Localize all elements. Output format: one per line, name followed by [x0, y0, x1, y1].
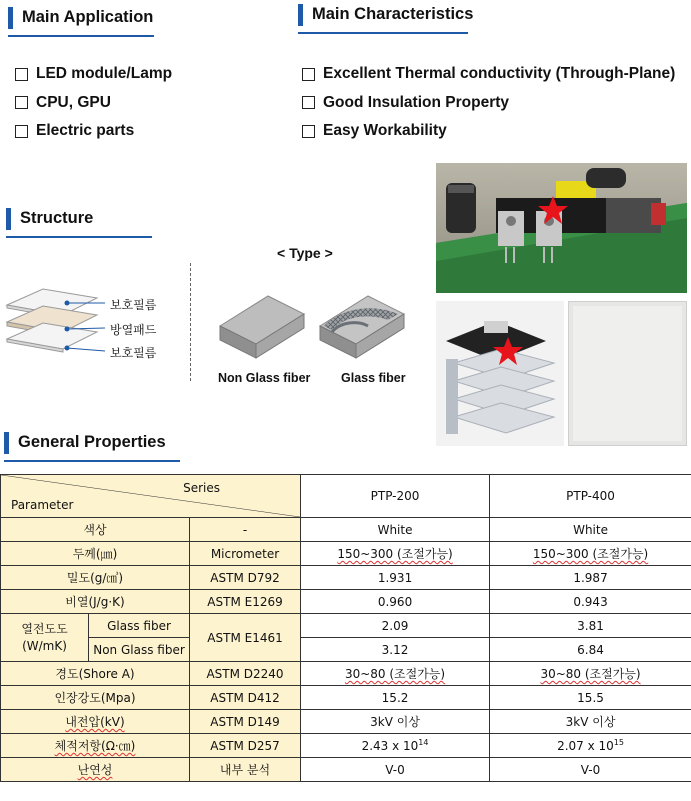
- layer-label-bottom: 보호필름: [110, 346, 157, 360]
- checkbox-icon: [302, 96, 315, 109]
- parameter-label: Parameter: [11, 498, 74, 512]
- main-characteristics-title: Main Characteristics: [312, 5, 474, 23]
- param-text: 체적저항(Ω·㎝): [54, 739, 136, 753]
- table-row: [1, 542, 691, 566]
- heading-underline: [8, 35, 154, 37]
- param-text: 난연성: [77, 763, 113, 777]
- table-row: [1, 710, 691, 734]
- characteristics-item-label: Easy Workability: [323, 122, 447, 140]
- checkbox-icon: [15, 68, 28, 81]
- value-cell: V-0: [490, 758, 691, 782]
- value-text: 2.43 x 10: [361, 739, 419, 753]
- table-row: [1, 590, 691, 614]
- value-cell: [490, 734, 691, 758]
- pcb-photo: [436, 163, 687, 293]
- subparam-cell: Glass fiber: [89, 614, 190, 638]
- value-cell: [490, 542, 691, 566]
- general-properties-heading: [4, 430, 180, 462]
- structure-heading: [6, 206, 152, 238]
- heading-underline: [298, 32, 468, 34]
- param-cell: [1, 758, 190, 782]
- param-cell: 인장강도(Mpa): [1, 686, 190, 710]
- application-item-label: LED module/Lamp: [36, 65, 173, 83]
- table-row: [1, 662, 691, 686]
- method-cell: ASTM D412: [190, 686, 301, 710]
- method-cell: ASTM D792: [190, 566, 301, 590]
- main-application-title: Main Application: [22, 8, 154, 26]
- layer-label-middle: 방열패드: [110, 323, 157, 337]
- method-cell: ASTM E1269: [190, 590, 301, 614]
- checkbox-icon: [15, 96, 28, 109]
- value-text: 30~80 (조절가능): [540, 667, 641, 681]
- value-text: 150~300 (조절가능): [337, 547, 453, 561]
- exponent: 14: [418, 738, 429, 747]
- value-text: 2.07 x 10: [557, 739, 614, 753]
- heading-accent-bar: [8, 7, 13, 29]
- method-cell: ASTM D149: [190, 710, 301, 734]
- value-cell: White: [490, 518, 691, 542]
- heatsink-photo: [436, 301, 564, 446]
- heading-accent-bar: [298, 4, 303, 26]
- param-cell: 두께(㎛): [1, 542, 190, 566]
- table-row: [1, 758, 691, 782]
- col-header-ptp400: PTP-400: [490, 475, 691, 518]
- value-text: 30~80 (조절가능): [344, 667, 446, 681]
- application-item-label: Electric parts: [36, 122, 135, 140]
- value-cell: 3kV 이상: [490, 710, 691, 734]
- structure-title: Structure: [20, 209, 94, 227]
- main-application-heading: [8, 5, 154, 37]
- value-cell: 3kV 이상: [301, 710, 490, 734]
- value-cell: 1.931: [301, 566, 490, 590]
- value-cell: 2.09: [301, 614, 490, 638]
- method-cell: ASTM D2240: [190, 662, 301, 686]
- type-title: < Type >: [277, 245, 333, 261]
- subparam-cell: Non Glass fiber: [89, 638, 190, 662]
- table-row: [1, 638, 691, 662]
- characteristics-item: [302, 60, 675, 89]
- value-cell: [301, 734, 490, 758]
- value-cell: 0.960: [301, 590, 490, 614]
- param-cell: 색상: [1, 518, 190, 542]
- application-item: [15, 60, 172, 89]
- application-item: [15, 117, 172, 146]
- glass-fiber-sample: [318, 292, 408, 364]
- value-cell: V-0: [301, 758, 490, 782]
- general-properties-title: General Properties: [18, 433, 166, 451]
- param-cell: [1, 710, 190, 734]
- param-cell: [1, 734, 190, 758]
- series-parameter-header: [1, 475, 301, 518]
- param-cell: 비열(J/g·K): [1, 590, 190, 614]
- characteristics-item: [302, 117, 675, 146]
- properties-table: [0, 474, 691, 782]
- value-cell: 0.943: [490, 590, 691, 614]
- method-cell: -: [190, 518, 301, 542]
- characteristics-item-label: Excellent Thermal conductivity (Through-Plane): [323, 65, 676, 83]
- series-label: Series: [183, 481, 221, 495]
- checkbox-icon: [302, 125, 315, 138]
- heading-underline: [6, 236, 152, 238]
- table-row: [1, 686, 691, 710]
- checkbox-icon: [302, 68, 315, 81]
- characteristics-list: [302, 60, 675, 146]
- heading-underline: [4, 460, 180, 462]
- table-header-row: [1, 475, 691, 518]
- method-cell: ASTM D257: [190, 734, 301, 758]
- non-glass-fiber-sample: [218, 292, 310, 364]
- application-item-label: CPU, GPU: [36, 93, 111, 111]
- exponent: 15: [613, 738, 624, 747]
- table-row: [1, 614, 691, 638]
- col-header-ptp200: PTP-200: [301, 475, 490, 518]
- value-cell: 1.987: [490, 566, 691, 590]
- heading-accent-bar: [6, 208, 11, 230]
- value-cell: White: [301, 518, 490, 542]
- table-row: [1, 518, 691, 542]
- glass-fiber-caption: Glass fiber: [341, 371, 406, 385]
- application-item: [15, 89, 172, 118]
- param-cell: 밀도(g/㎤): [1, 566, 190, 590]
- application-list: [15, 60, 172, 146]
- method-cell: Micrometer: [190, 542, 301, 566]
- value-cell: 15.2: [301, 686, 490, 710]
- structure-divider: [190, 263, 191, 381]
- value-cell: [301, 662, 490, 686]
- value-cell: 6.84: [490, 638, 691, 662]
- value-cell: [490, 662, 691, 686]
- non-glass-fiber-caption: Non Glass fiber: [218, 371, 311, 385]
- conductivity-param-cell: 열전도도 (W/mK): [1, 614, 89, 662]
- value-cell: 3.81: [490, 614, 691, 638]
- main-characteristics-heading: [298, 2, 474, 34]
- value-text: 150~300 (조절가능): [532, 547, 649, 561]
- table-row: [1, 734, 691, 758]
- value-cell: [301, 542, 490, 566]
- characteristics-item: [302, 89, 675, 118]
- method-cell: 내부 분석: [190, 758, 301, 782]
- pad-sample-photo: [568, 301, 687, 446]
- layer-label-top: 보호필름: [110, 298, 157, 312]
- value-cell: 15.5: [490, 686, 691, 710]
- characteristics-item-label: Good Insulation Property: [323, 93, 510, 111]
- heading-accent-bar: [4, 432, 9, 454]
- value-cell: 3.12: [301, 638, 490, 662]
- param-text: 내전압(kV): [65, 715, 125, 729]
- checkbox-icon: [15, 125, 28, 138]
- table-row: [1, 566, 691, 590]
- method-cell: ASTM E1461: [190, 614, 301, 662]
- param-cell: 경도(Shore A): [1, 662, 190, 686]
